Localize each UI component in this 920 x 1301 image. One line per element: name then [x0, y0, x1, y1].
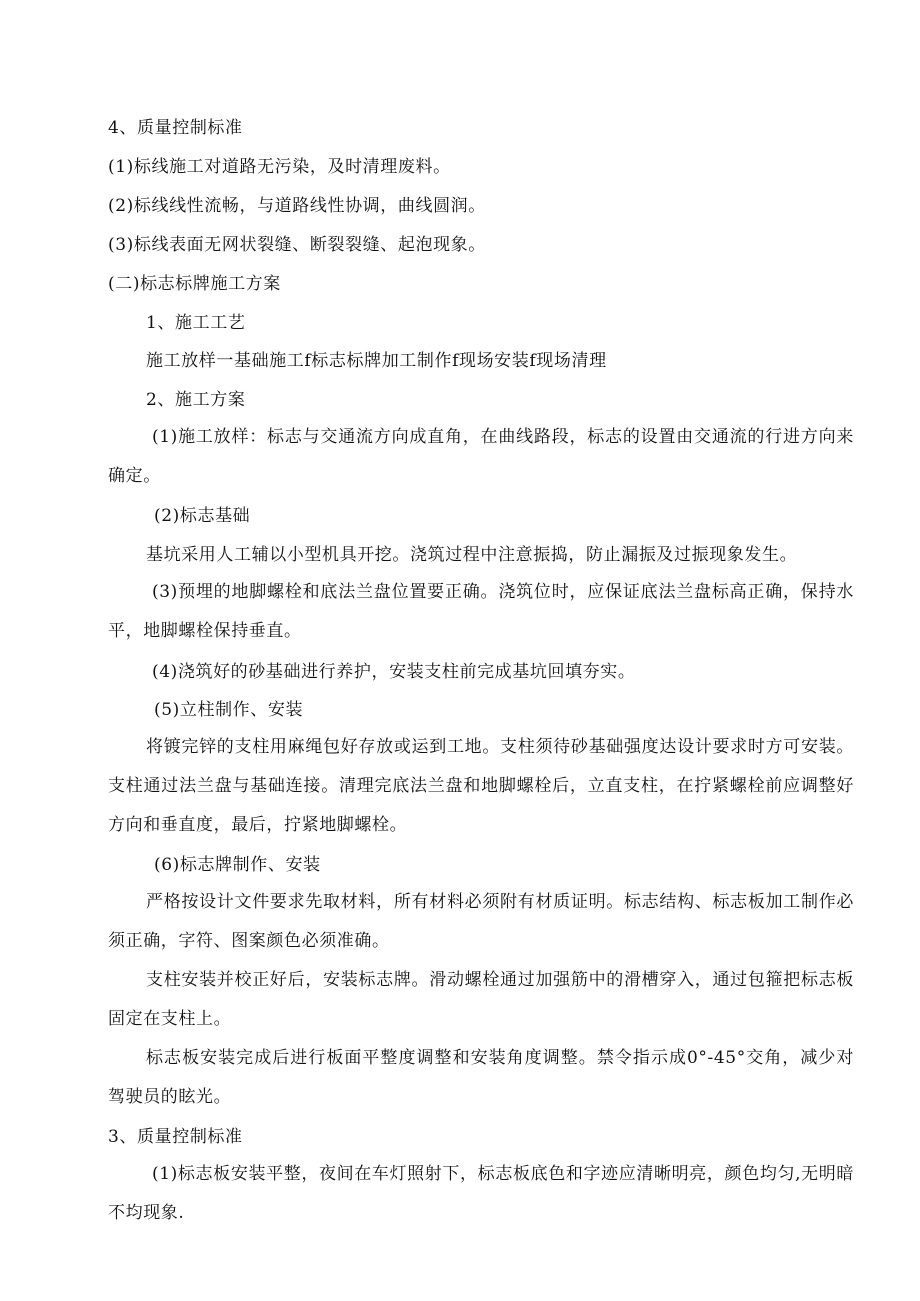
qc3-heading: 3、质量控制标准	[108, 1127, 243, 1147]
sign-paragraph-1: 严格按设计文件要求先取材料，所有材料必须附有材质证明。标志结构、标志板加工制作必须正确，字符、图案颜色必须准确。	[108, 892, 854, 951]
sign-paragraph-3: 标志板安装完成后进行板面平整度调整和安装角度调整。禁令指示成0°-45°交角，减少对驾驶员的眩光。	[108, 1048, 854, 1107]
process-heading: 1、施工工艺	[146, 313, 246, 333]
sign-heading: (6)标志牌制作、安装	[154, 855, 321, 875]
curing-paragraph: (4)浇筑好的砂基础进行养护，安装支柱前完成基坑回填夯实。	[152, 662, 636, 682]
qc4-item-2: (2)标线线性流畅，与道路线性协调，曲线圆润。	[108, 196, 486, 216]
bolts-paragraph: (3)预埋的地脚螺栓和底法兰盘位置要正确。浇筑位时，应保证底法兰盘标高正确，保持水平，地脚螺栓保持垂直。	[108, 582, 854, 641]
column-paragraph: 将镀完锌的支柱用麻绳包好存放或运到工地。支柱须待砂基础强度达设计要求时方可安装。支柱通过法兰盘与基础连接。清理完底法兰盘和地脚螺栓后，立直支柱，在拧紧螺栓前应调整好方向和垂直度，最后，拧紧地脚螺栓。	[108, 737, 854, 835]
layout-paragraph: (1)施工放样：标志与交通流方向成直角，在曲线路段，标志的设置由交通流的行进方向来确定。	[108, 427, 854, 486]
qc4-heading: 4、质量控制标准	[108, 118, 243, 138]
section-2-heading: (二)标志标牌施工方案	[108, 274, 281, 294]
foundation-paragraph: 基坑采用人工辅以小型机具开挖。浇筑过程中注意振捣，防止漏振及过振现象发生。	[146, 545, 798, 565]
process-flow: 施工放样一基础施工f标志标牌加工制作f现场安装f现场清理	[146, 351, 607, 371]
qc4-item-1: (1)标线施工对道路无污染，及时清理废料。	[108, 157, 451, 177]
qc4-item-3: (3)标线表面无网状裂缝、断裂裂缝、起泡现象。	[108, 235, 486, 255]
plan-heading: 2、施工方案	[146, 390, 246, 410]
foundation-heading: (2)标志基础	[154, 506, 251, 526]
qc3-item-1: (1)标志板安装平整，夜间在车灯照射下，标志板底色和字迹应清晰明亮，颜色均匀,无明暗不均现象.	[108, 1164, 854, 1223]
sign-paragraph-2: 支柱安装并校正好后，安装标志牌。滑动螺栓通过加强筋中的滑槽穿入，通过包箍把标志板固定在支柱上。	[108, 970, 854, 1029]
column-heading: (5)立柱制作、安装	[154, 700, 304, 720]
